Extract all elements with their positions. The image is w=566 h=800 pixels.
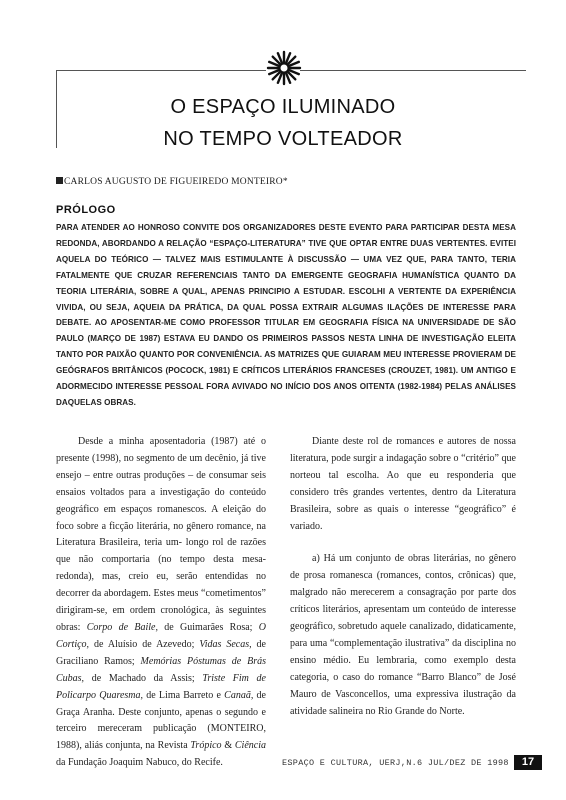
journal-footer: ESPAÇO E CULTURA, UERJ,N.6 JUL/DEZ DE 1998 — [282, 758, 509, 768]
starburst-ornament-icon — [266, 50, 302, 86]
work-title: Vidas Secas, — [199, 638, 252, 650]
journal-title: Trópico — [190, 740, 222, 752]
work-title: Triste Fim de Policarpo Quaresma, — [56, 672, 266, 701]
right-paragraph-1: Diante deste rol de romances e autores de nossa literatura, pode surgir a indagação sobre o “critério” que norteou tal escolha. Ao que eu responderia que considero três grandes vertentes, dentro da Literatura Brasileira, sobre as quais o interesse “geográfico” é variado. — [290, 436, 516, 532]
frame-left-rule — [56, 70, 57, 148]
work-title: Canaã, — [224, 689, 254, 701]
author-name: CARLOS AUGUSTO DE FIGUEIREDO MONTEIRO* — [64, 177, 288, 187]
frame-top-right-rule — [300, 70, 526, 71]
square-bullet-icon — [56, 177, 63, 184]
journal-title: Ciência — [234, 740, 266, 752]
right-column — [290, 434, 516, 721]
prologo-text: PARA ATENDER AO HONROSO CONVITE DOS ORGANIZADORES DESTE EVENTO PARA PARTICIPAR DESTA MESA REDONDA, ABORDANDO A RELAÇÃO “ESPAÇO-LITERATURA” TIVE QUE OPTAR ENTRE DUAS VERTENTES. EVITEI AQUELA DO TEÓRICO — TALVEZ MAIS ESTIMULANTE À DISCUSSÃO — UMA VEZ QUE, PARA TANTO, TERIA FATALMENTE QUE CRUZAR REFERENCIAIS TANTO DA EMERGENTE GEOGRAFIA HUMANÍSTICA QUANTO DA TEORIA LITERÁRIA, SOBRE A QUAL, APENAS PRINCIPIO A ESTUDAR. ESCOLHI A VERTENTE DA EXPERIÊNCIA VIVIDA, OU SEJA, AQUEIA DA PRÁTICA, DA QUAL POSSA EXTRAIR ALGUMAS ILAÇÕES DE INTERESSE PARA DEBATE. AO APOSENTAR-ME COMO PROFESSOR TITULAR EM GEOGRAFIA FÍSICA NA UNIVERSIDADE DE SÃO PAULO (MARÇO DE 1987) ESTAVA EU DANDO OS PRIMEIROS PASSOS NESTA LINHA DE INVESTIGAÇÃO ELEITA TANTO POR PAIXÃO QUANTO POR CONVENIÊNCIA. AS MATRIZES QUE GUIARAM MEU INTERESSE PROVIERAM DE GEÓGRAFOS BRITÂNICOS (POCOCK, 1981) E CRÍTICOS LITERÁRIOS FRANCESES (CROUZET, 1981). UM ANTIGO E ADORMECIDO INTERESSE PESSOAL FORA AVIVADO NO INÍCIO DOS ANOS OITENTA (1982-1984) PELAS ANÁLISES DAQUELAS OBRAS. — [56, 223, 516, 407]
left-column — [56, 434, 266, 772]
work-title: Memórias Póstumas de Brás Cubas, — [56, 655, 266, 684]
right-paragraph-2: a) Há um conjunto de obras literárias, no gênero de prosa romanesca (romances, contos, crônicas) que, malgrado não merecerem a consagração por parte dos críticos literários, apresentam um conteúdo de interesse geográfico, sobretudo aquele canalizado, didaticamente, para uma “complementação ilustrativa” da disciplina no ensino médio. Eu lembraria, como exemplo desta categoria, o caso do romance “Barro Blanco” de José Mauro de Vasconcellos, uma expressiva ilustração da atividade salineira no Rio Grande do Norte. — [290, 553, 516, 717]
work-title: Corpo de Baile, — [86, 621, 158, 633]
article-title-line1: O ESPAÇO ILUMINADO — [170, 96, 396, 118]
author-line — [56, 177, 288, 187]
work-title: O Cortiço, — [56, 621, 266, 650]
page-number: 17 — [514, 755, 542, 770]
frame-top-left-rule — [56, 70, 266, 71]
article-title-line2: NO TEMPO VOLTEADOR — [163, 128, 403, 150]
left-paragraph-1: Desde a minha aposentadoria (1987) até o presente (1998), no segmento de um decênio, já tive ensejo – entre outras produções – de consumar seis ensaios voltados para a investigação do conteúdo geográfico em espaços romanescos. A eleição do foco sobre a ficção literária, no gênero romance, na Literatura Brasileira, teria um- longo rol de razões que não comportaria (no tempo desta mesa-redonda), mas, creio eu, serão entendidas no decorrer da abordagem. Estes meus “cometimentos” dirigiram-se, em ordem cronológica, às seguintes obras: Corpo de Baile, de Guimarães Rosa; O Cortiço, de Aluísio de Azevedo; Vidas Secas, de Graciliano Ramos; Memórias Póstumas de Brás Cubas, de Machado da Assis; Triste Fim de Policarpo Quaresma, de Lima Barreto e Canaã, de Graça Aranha. Deste conjunto, apenas o segundo e terceiro mereceram publicação (MONTEIRO, 1988), aliás conjunta, na Revista Trópico & Ciência da Fundação Joaquim Nabuco, do Recife. — [56, 436, 266, 769]
prologo-heading: PRÓLOGO — [56, 204, 116, 216]
